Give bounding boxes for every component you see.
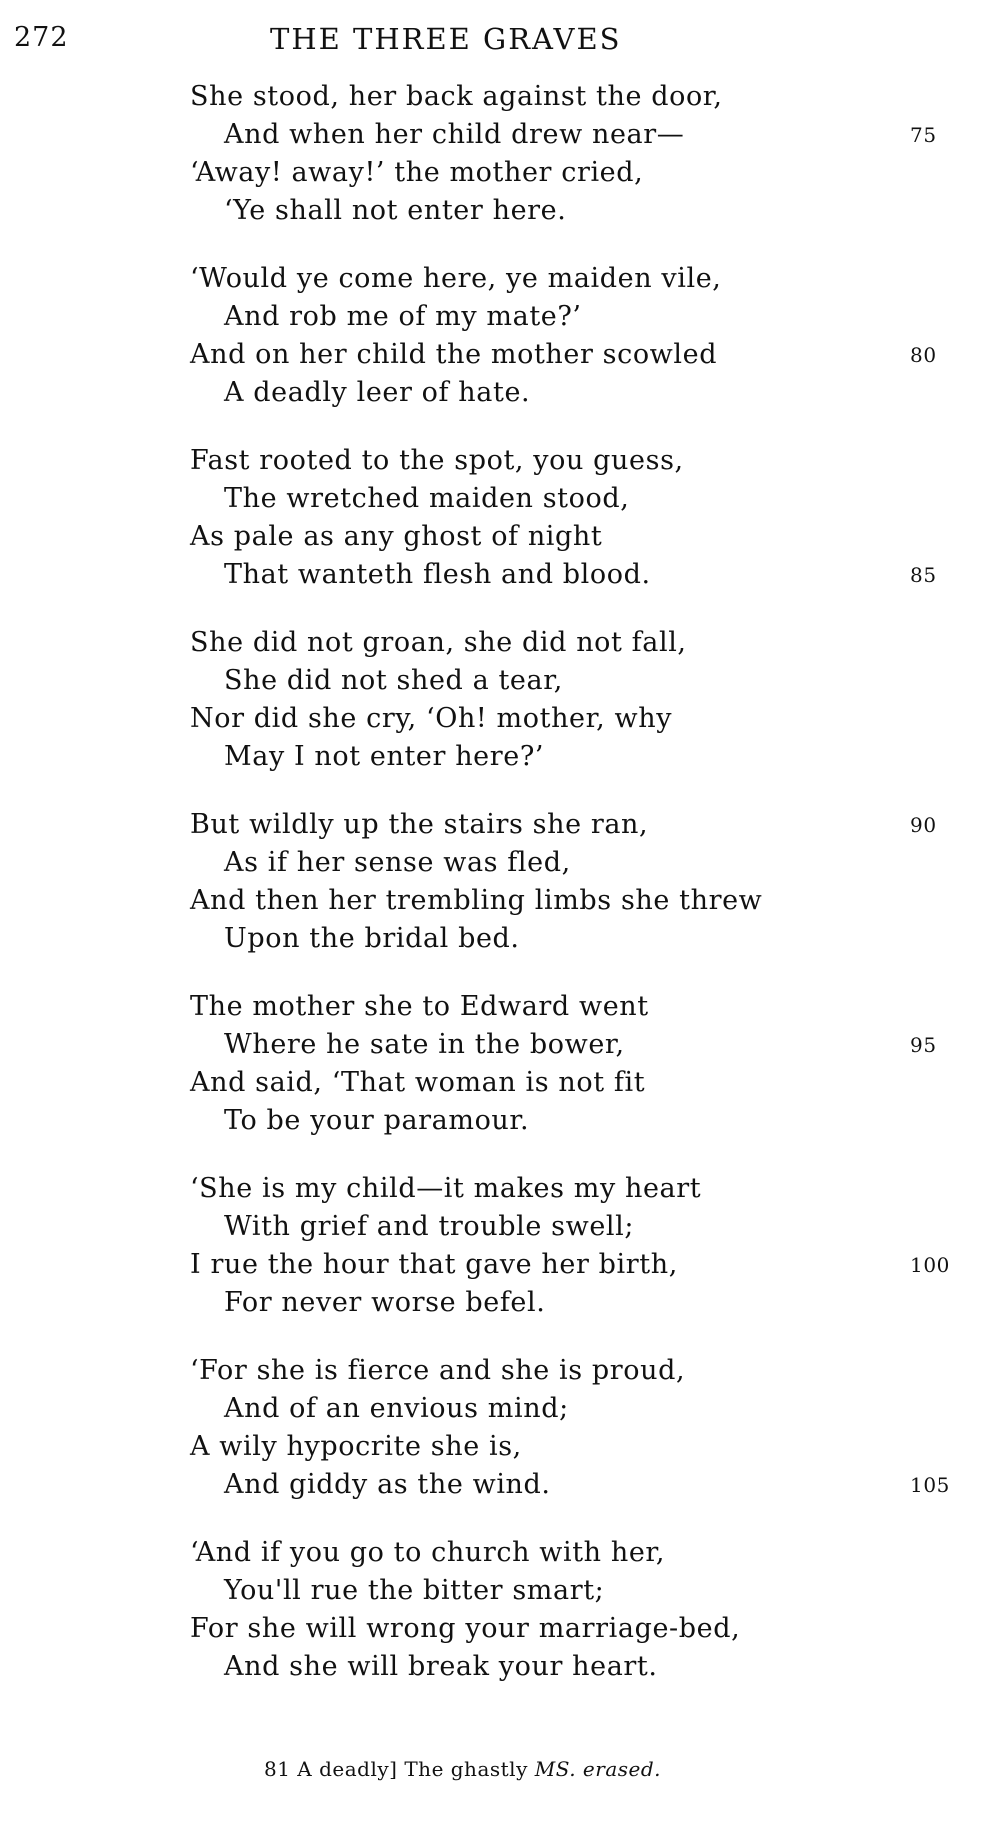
verse-text: For never worse befel.	[224, 1287, 546, 1318]
verse-line	[190, 298, 980, 336]
verse-line	[190, 374, 980, 412]
verse-text: And when her child drew near—	[224, 119, 685, 150]
line-number: 100	[910, 1253, 950, 1277]
verse-text: And of an envious mind;	[224, 1393, 569, 1424]
verse-line	[190, 920, 980, 958]
verse-line	[190, 1102, 980, 1140]
verse-text: ‘Ye shall not enter here.	[224, 195, 567, 226]
stanza	[190, 988, 980, 1140]
verse-line	[190, 1466, 980, 1504]
verse-text: That wanteth flesh and blood.	[224, 559, 651, 590]
verse-text: Fast rooted to the spot, you guess,	[190, 445, 684, 476]
verse-line	[190, 806, 980, 844]
verse-line	[190, 624, 980, 662]
verse-line	[190, 116, 980, 154]
footnote-source: MS. erased.	[534, 1757, 661, 1781]
verse-text: And she will break your heart.	[224, 1651, 658, 1682]
verse-text: And giddy as the wind.	[224, 1469, 551, 1500]
verse-text: And rob me of my mate?’	[224, 301, 582, 332]
verse-line	[190, 260, 980, 298]
verse-text: And on her child the mother scowled	[190, 339, 718, 370]
verse-text: She did not groan, she did not fall,	[190, 627, 687, 658]
stanza	[190, 624, 980, 776]
stanza	[190, 1534, 980, 1686]
verse-text: The mother she to Edward went	[190, 991, 649, 1022]
verse-line	[190, 882, 980, 920]
verse-text: She stood, her back against the door,	[190, 81, 723, 112]
verse-text: ‘She is my child—it makes my heart	[190, 1173, 702, 1204]
verse-text: To be your paramour.	[224, 1105, 530, 1136]
verse-line	[190, 988, 980, 1026]
verse-line	[190, 1064, 980, 1102]
stanza	[190, 1170, 980, 1322]
verse-text: ‘And if you go to church with her,	[190, 1537, 666, 1568]
footnote	[264, 1757, 661, 1781]
verse-line	[190, 78, 980, 116]
poem-body	[190, 78, 980, 1716]
footnote-text: The ghastly	[404, 1757, 528, 1781]
verse-text: And then her trembling limbs she threw	[190, 885, 763, 916]
verse-text: You'll rue the bitter smart;	[224, 1575, 605, 1606]
line-number: 90	[910, 813, 937, 837]
verse-text: As if her sense was fled,	[224, 847, 571, 878]
verse-text: ‘Would ye come here, ye maiden vile,	[190, 263, 722, 294]
verse-line	[190, 556, 980, 594]
verse-text: Nor did she cry, ‘Oh! mother, why	[190, 703, 673, 734]
verse-line	[190, 1352, 980, 1390]
running-head: THE THREE GRAVES	[270, 22, 622, 56]
verse-line	[190, 1284, 980, 1322]
page-number: 272	[14, 22, 69, 53]
verse-line	[190, 480, 980, 518]
verse-line	[190, 336, 980, 374]
verse-line	[190, 1428, 980, 1466]
verse-text: A deadly leer of hate.	[224, 377, 531, 408]
line-number: 95	[910, 1033, 937, 1057]
verse-text: Where he sate in the bower,	[224, 1029, 625, 1060]
verse-text: And said, ‘That woman is not fit	[190, 1067, 646, 1098]
verse-line	[190, 662, 980, 700]
verse-text: For she will wrong your marriage-bed,	[190, 1613, 741, 1644]
verse-text: Upon the bridal bed.	[224, 923, 520, 954]
stanza	[190, 806, 980, 958]
verse-text: May I not enter here?’	[224, 741, 545, 772]
verse-line	[190, 738, 980, 776]
verse-text: ‘For she is fierce and she is proud,	[190, 1355, 686, 1386]
verse-line	[190, 442, 980, 480]
line-number: 75	[910, 123, 937, 147]
verse-text: The wretched maiden stood,	[224, 483, 630, 514]
verse-text: A wily hypocrite she is,	[190, 1431, 522, 1462]
verse-line	[190, 1246, 980, 1284]
line-number: 85	[910, 563, 937, 587]
verse-line	[190, 1170, 980, 1208]
verse-line	[190, 844, 980, 882]
verse-text: I rue the hour that gave her birth,	[190, 1249, 678, 1280]
verse-line	[190, 1572, 980, 1610]
stanza	[190, 1352, 980, 1504]
verse-line	[190, 1026, 980, 1064]
page-header	[0, 22, 1000, 62]
verse-text: ‘Away! away!’ the mother cried,	[190, 157, 644, 188]
verse-line	[190, 1610, 980, 1648]
verse-text: As pale as any ghost of night	[190, 521, 603, 552]
verse-line	[190, 1648, 980, 1686]
verse-text: But wildly up the stairs she ran,	[190, 809, 649, 840]
verse-line	[190, 1208, 980, 1246]
stanza	[190, 78, 980, 230]
verse-line	[190, 1534, 980, 1572]
stanza	[190, 260, 980, 412]
footnote-ref: 81 A deadly]	[264, 1757, 398, 1781]
verse-text: With grief and trouble swell;	[224, 1211, 635, 1242]
verse-line	[190, 192, 980, 230]
verse-line	[190, 518, 980, 556]
line-number: 105	[910, 1473, 950, 1497]
verse-line	[190, 1390, 980, 1428]
line-number: 80	[910, 343, 937, 367]
verse-line	[190, 700, 980, 738]
verse-text: She did not shed a tear,	[224, 665, 563, 696]
stanza	[190, 442, 980, 594]
verse-line	[190, 154, 980, 192]
